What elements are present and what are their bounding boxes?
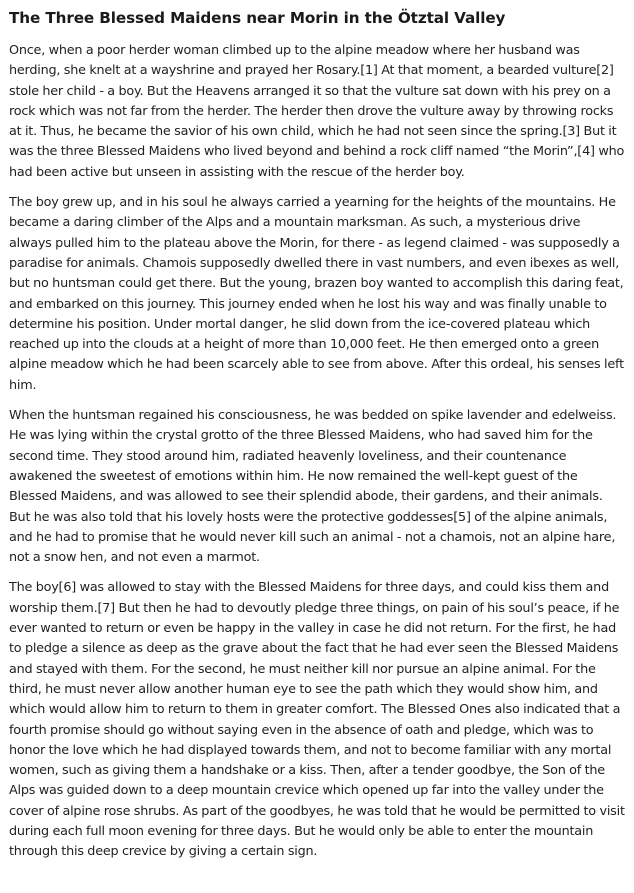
paragraph: Once, when a poor herder woman climbed up to the alpine meadow where her husband was herding, she knelt at a wayshrine and prayed her Rosary.[1] At that moment, a bearded vulture[2] stole her child - a boy. But the Heavens arranged it so that the vulture sat down with his prey on a rock which was not far from the herder. The herder then drove the vulture away by throwing rocks at it. Thus, he became the savior of his own child, which he had not seen since the spring.[3] But it was the three Blessed Maidens who lived beyond and behind a rock cliff named “the Morin”,[4] who had been active but unseen in assisting with the rescue of the herder boy. <box>9 43 625 180</box>
paragraph: The boy grew up, and in his soul he always carried a yearning for the heights of the mountains. He became a daring climber of the Alps and a mountain marksman. As such, a mysterious drive always pulled him to the plateau above the Morin, for there - as legend claimed - was supposedly a paradise for animals. Chamois supposedly dwelled there in vast numbers, and even ibexes as well, but no huntsman could get there. But the young, brazen boy wanted to accomplish this daring feat, and embarked on this journey. This journey ended when he lost his way and was finally unable to determine his position. Under mortal danger, he slid down from the ice-covered plateau which reached up into the clouds at a height of more than 10,000 feet. He then emerged onto a green alpine meadow which he had been scarcely able to see from above. After this ordeal, his senses left him. <box>9 195 624 393</box>
article <box>9 8 625 873</box>
paragraph: When the huntsman regained his consciousness, he was bedded on spike lavender and edelweiss. He was lying within the crystal grotto of the three Blessed Maidens, who had saved him for the second time. They stood around him, radiated heavenly loveliness, and their countenance awakened the sweetest of emotions within him. He now remained the well-kept guest of the Blessed Maidens, and was allowed to see their splendid abode, their gardens, and their animals. But he was also told that his lovely hosts were the protective goddesses[5] of the alpine animals, and he had to promise that he would never kill such an animal - not a chamois, not an alpine hare, not a snow hen, and not even a marmot. <box>9 408 617 566</box>
article-title: The Three Blessed Maidens near Morin in the Ötztal Valley <box>9 9 506 27</box>
paragraph: The boy[6] was allowed to stay with the Blessed Maidens for three days, and could kiss them and worship them.[7] But then he had to devoutly pledge three things, on pain of his soul’s peace, if he ever wanted to return or even be happy in the valley in case he did not return. For the first, he had to pledge a silence as deep as the grave about the fact that he had ever seen the Blessed Maidens and stayed with them. For the second, he must neither kill nor pursue an alpine animal. For the third, he must never allow another human eye to see the path which they would show him, and which would allow him to return to them in greater comfort. The Blessed Ones also indicated that a fourth promise should go without saying even in the absence of oath and pledge, which was to honor the love which he had displayed towards them, and not to become familiar with any mortal women, such as giving them a handshake or a kiss. Then, after a tender goodbye, the Son of the Alps was guided down to a deep mountain crevice which opened up far into the valley under the cover of alpine rose shrubs. As part of the goodbyes, he was told that he would be permitted to visit during each full moon evening for three days. But he would only be able to enter the mountain through this deep crevice by giving a certain sign. <box>9 580 625 860</box>
